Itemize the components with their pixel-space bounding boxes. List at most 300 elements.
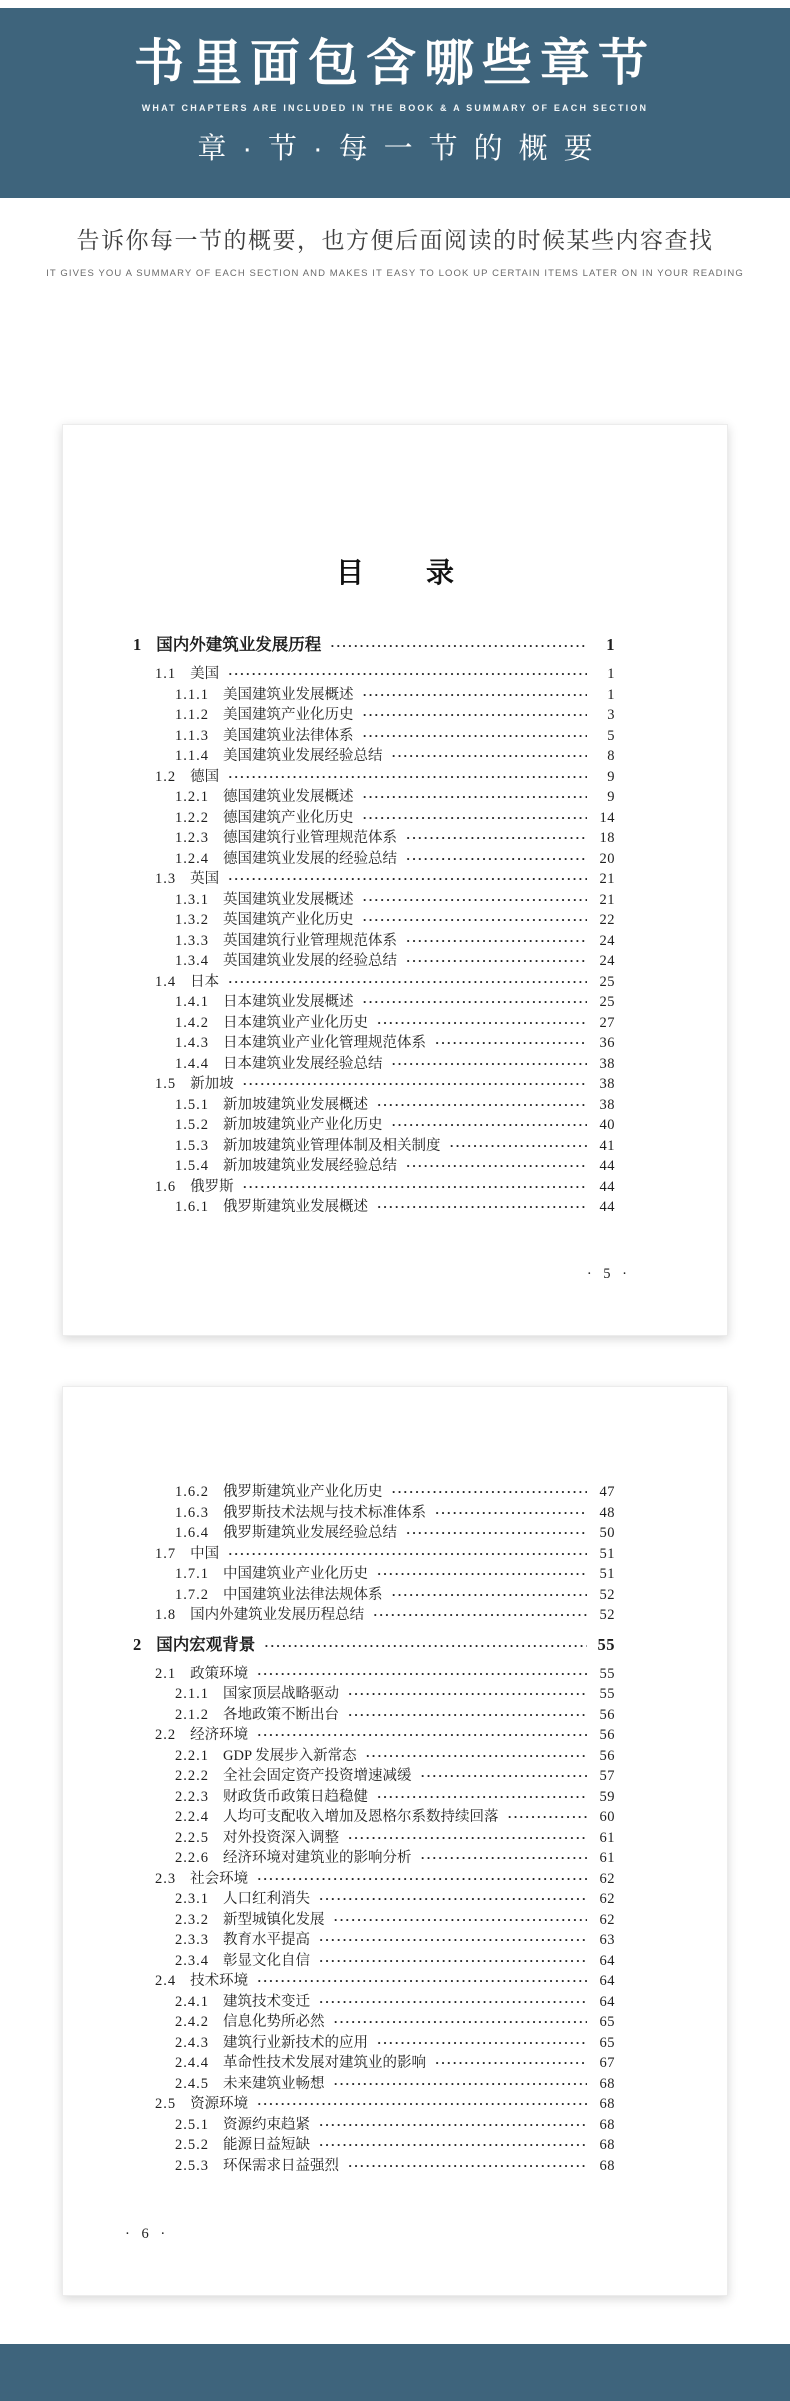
toc-entry-page: 38 [599, 1096, 615, 1113]
toc-entry-number: 2.4.2 [175, 2014, 209, 2030]
toc-entry [133, 1869, 615, 1890]
toc-entry-number: 1.7.2 [175, 1586, 209, 1603]
toc-entry-title: 俄罗斯建筑业发展概述 [223, 1199, 368, 1215]
dot-leader [363, 910, 588, 931]
toc-entry [133, 2012, 615, 2033]
toc-entry [133, 1664, 615, 1685]
dot-leader [243, 1074, 587, 1095]
toc-entry-number: 2.4.5 [175, 2075, 209, 2092]
dot-leader [421, 1766, 588, 1787]
toc-entry-page: 62 [599, 1870, 615, 1887]
toc-entry [133, 726, 615, 747]
toc-entry [133, 828, 615, 849]
toc-entry [133, 1156, 615, 1177]
toc-entry [133, 1848, 615, 1869]
dot-leader [377, 1013, 587, 1034]
toc-entry-page: 52 [599, 1607, 615, 1623]
toc-entry-number: 2.2.6 [175, 1850, 209, 1866]
toc-entry-page: 1 [606, 635, 615, 654]
dot-leader [392, 1482, 588, 1503]
toc-entry [133, 1992, 615, 2013]
toc-entry-number: 2.2.4 [175, 1809, 209, 1825]
dot-leader [264, 1635, 587, 1657]
toc-entry-page: 47 [599, 1484, 615, 1500]
toc-entry-number: 1.2.4 [175, 850, 209, 867]
toc-entry-number: 1.1.2 [175, 707, 209, 723]
dot-leader [363, 992, 588, 1013]
toc-entry-title: 社会环境 [190, 1870, 249, 1887]
toc-entry-number: 2.4.1 [175, 1993, 209, 2010]
toc-entry-page: 24 [599, 953, 615, 969]
toc-entry [133, 1503, 615, 1524]
toc-entry-page: 21 [599, 871, 615, 887]
page-number-6: · 6 · [125, 2226, 170, 2242]
page-number-5: · 5 · [586, 1266, 631, 1282]
dot-leader [406, 931, 587, 952]
toc-entry-page: 65 [599, 2014, 615, 2030]
toc-entry-title: 国家顶层战略驱动 [223, 1686, 339, 1702]
toc-entry-title: 德国建筑业发展概述 [223, 789, 354, 805]
toc-entry-number: 1.2 [155, 768, 177, 785]
toc-entry-number: 1.4.4 [175, 1055, 209, 1072]
toc-entry-number: 2.2 [155, 1727, 177, 1743]
toc-entry-page: 64 [599, 1973, 615, 1989]
dot-leader [363, 685, 588, 706]
toc-entry-number: 1.1.1 [175, 686, 209, 703]
toc-entry-title: 中国 [190, 1545, 220, 1562]
toc-entry-title: 建筑技术变迁 [223, 1993, 310, 2010]
toc-entry-page: 9 [607, 789, 615, 805]
toc-entry-number: 2.3 [155, 1870, 177, 1887]
toc-entry [133, 1585, 615, 1606]
toc-entry-number: 1.6.1 [175, 1199, 209, 1215]
toc-entry-page: 24 [599, 932, 615, 949]
toc-entry-title: 未来建筑业畅想 [223, 2075, 325, 2092]
toc-entry-number: 1.3.4 [175, 953, 209, 969]
toc-entry-number: 1.1.4 [175, 748, 209, 764]
toc-entry-title: 中国建筑业法律法规体系 [223, 1586, 383, 1603]
toc-entry-title: 英国建筑产业化历史 [223, 912, 354, 928]
toc-entry-number: 1.4 [155, 973, 177, 990]
toc-entry [133, 1013, 615, 1034]
toc-entry [133, 1136, 615, 1157]
toc-entry [133, 1523, 615, 1544]
toc-entry-title: 彰显文化自信 [223, 1952, 310, 1969]
toc-entry-page: 68 [599, 2157, 615, 2174]
dot-leader [406, 951, 587, 972]
toc-entry-page: 44 [599, 1178, 615, 1195]
dot-leader [319, 1951, 587, 1972]
toc-entry-number: 1.4.3 [175, 1035, 209, 1051]
toc-entry-title: 日本 [190, 973, 220, 990]
toc-entry-page: 59 [599, 1788, 615, 1805]
toc-entry-number: 1.6.2 [175, 1484, 209, 1500]
toc-entry-title: 日本建筑业产业化历史 [223, 1014, 368, 1031]
dot-leader [363, 705, 588, 726]
toc-entry-number: 1.6.3 [175, 1504, 209, 1521]
toc-entry-title: 德国 [190, 768, 220, 785]
toc-entry-number: 2.2.5 [175, 1829, 209, 1846]
dot-leader [319, 1889, 587, 1910]
dot-leader [363, 787, 588, 808]
toc-entry-title: 新加坡建筑业产业化历史 [223, 1117, 383, 1133]
toc-entry [133, 972, 615, 993]
dot-leader [330, 635, 587, 657]
dot-leader [334, 2074, 588, 2095]
toc-entry-title: 能源日益短缺 [223, 2137, 310, 2153]
toc-entry-page: 1 [607, 686, 615, 703]
dot-leader [377, 2033, 587, 2054]
dot-leader [257, 2094, 587, 2115]
toc-entry-title: 俄罗斯建筑业发展经验总结 [223, 1525, 397, 1541]
toc-entry [133, 1807, 615, 1828]
toc-entry-number: 1.8 [155, 1607, 177, 1623]
dot-leader [421, 1848, 588, 1869]
toc-entry-title: 美国建筑业法律体系 [223, 727, 354, 744]
dot-leader [406, 828, 587, 849]
toc-entry-page: 27 [599, 1014, 615, 1031]
toc-entry-number: 2.2.1 [175, 1747, 209, 1764]
header-banner [0, 8, 790, 198]
toc-entry-title: 经济环境对建筑业的影响分析 [223, 1850, 412, 1866]
toc-entry-number: 1.2.1 [175, 789, 209, 805]
toc-entry [133, 1746, 615, 1767]
toc-entry-title: 财政货币政策日趋稳健 [223, 1788, 368, 1805]
toc-list-page-2 [63, 1387, 727, 2176]
toc-entry-number: 1.2.2 [175, 809, 209, 826]
toc-entry-title: 环保需求日益强烈 [223, 2157, 339, 2174]
toc-entry-number: 2.1.1 [175, 1686, 209, 1702]
toc-entry [133, 951, 615, 972]
toc-entry [133, 1074, 615, 1095]
banner-subtitle-zh: 章·节·每一节的概要 [197, 133, 609, 165]
toc-entry-title: 中国建筑业产业化历史 [223, 1566, 368, 1582]
toc-entry [133, 1951, 615, 1972]
toc-entry-page: 62 [599, 1911, 615, 1928]
dot-leader [363, 890, 588, 911]
toc-entry [133, 1725, 615, 1746]
toc-entry-number: 2.2.3 [175, 1788, 209, 1805]
dot-leader [348, 1684, 587, 1705]
dot-leader [257, 1971, 587, 1992]
toc-entry-page: 68 [599, 2075, 615, 2092]
dot-leader [348, 1828, 587, 1849]
toc-entry-page: 36 [599, 1035, 615, 1051]
dot-leader [228, 767, 587, 788]
toc-entry-page: 52 [599, 1586, 615, 1603]
toc-entry [133, 992, 615, 1013]
toc-entry-page: 48 [599, 1504, 615, 1521]
dot-leader [366, 1746, 587, 1767]
toc-entry-title: 人口红利消失 [223, 1891, 310, 1907]
toc-entry-page: 1 [607, 666, 615, 682]
toc-entry-title: 英国建筑业发展的经验总结 [223, 953, 397, 969]
dot-leader [348, 1705, 587, 1726]
toc-entry-page: 40 [599, 1117, 615, 1133]
toc-entry-number: 1.3.3 [175, 932, 209, 949]
toc-list-page-1 [63, 635, 727, 1218]
dot-leader [392, 1054, 588, 1075]
toc-entry-title: 日本建筑业发展经验总结 [223, 1055, 383, 1072]
toc-entry [133, 2074, 615, 2095]
toc-entry-number: 2.3.2 [175, 1911, 209, 1928]
toc-entry-page: 56 [599, 1747, 615, 1764]
toc-entry-title: 日本建筑业产业化管理规范体系 [223, 1035, 426, 1051]
dot-leader [392, 1115, 588, 1136]
toc-entry-title: 英国建筑业发展概述 [223, 891, 354, 908]
toc-entry [133, 2156, 615, 2177]
toc-entry-page: 62 [599, 1891, 615, 1907]
toc-entry-number: 2.4.3 [175, 2034, 209, 2051]
toc-entry-title: 德国建筑产业化历史 [223, 809, 354, 826]
toc-entry-number: 2.3.3 [175, 1932, 209, 1948]
toc-entry-page: 14 [599, 809, 615, 826]
toc-entry [133, 1930, 615, 1951]
toc-entry-number: 2 [133, 1634, 143, 1654]
toc-entry-title: 资源环境 [190, 2096, 249, 2112]
toc-entry [133, 2115, 615, 2136]
toc-entry-title: 国内外建筑业发展历程 [156, 635, 322, 654]
toc-entry [133, 1705, 615, 1726]
toc-entry-title: 英国建筑行业管理规范体系 [223, 932, 397, 949]
toc-entry-page: 56 [599, 1727, 615, 1743]
toc-entry-number: 2.3.1 [175, 1891, 209, 1907]
toc-entry-title: 美国建筑业发展经验总结 [223, 748, 383, 764]
toc-entry-page: 41 [599, 1137, 615, 1154]
toc-entry [133, 1095, 615, 1116]
dot-leader [348, 2156, 587, 2177]
toc-entry-page: 9 [607, 768, 615, 785]
toc-entry-title: 美国 [190, 666, 220, 682]
dot-leader [228, 664, 587, 685]
toc-entry-page: 3 [607, 707, 615, 723]
toc-entry [133, 787, 615, 808]
toc-entry-title: GDP 发展步入新常态 [223, 1747, 357, 1764]
toc-entry-title: 美国建筑产业化历史 [223, 707, 354, 723]
toc-entry-page: 68 [599, 2137, 615, 2153]
toc-entry-number: 2.2.2 [175, 1768, 209, 1784]
toc-entry [133, 1605, 615, 1626]
toc-entry-title: 俄罗斯技术法规与技术标准体系 [223, 1504, 426, 1521]
toc-entry-title: 德国建筑行业管理规范体系 [223, 830, 397, 846]
toc-entry [133, 1564, 615, 1585]
toc-entry [133, 1684, 615, 1705]
toc-entry-number: 2.4.4 [175, 2055, 209, 2071]
dot-leader [406, 849, 587, 870]
dot-leader [334, 2012, 588, 2033]
toc-entry-page: 55 [597, 1634, 615, 1654]
toc-entry-number: 2.5.2 [175, 2137, 209, 2153]
toc-entry-page: 22 [599, 912, 615, 928]
toc-entry-title: 技术环境 [190, 1973, 249, 1989]
toc-entry-title: 建筑行业新技术的应用 [223, 2034, 368, 2051]
toc-entry [133, 635, 615, 657]
toc-entry-page: 21 [599, 891, 615, 908]
toc-entry-title: 人均可支配收入增加及恩格尔系数持续回落 [223, 1809, 499, 1825]
toc-entry [133, 1766, 615, 1787]
toc-entry-page: 55 [599, 1665, 615, 1682]
dot-leader [363, 808, 588, 829]
toc-entry-title: 全社会固定资产投资增速减缓 [223, 1768, 412, 1784]
toc-entry-number: 2.4 [155, 1973, 177, 1989]
dot-leader [435, 2053, 587, 2074]
toc-entry [133, 2135, 615, 2156]
toc-entry-title: 俄罗斯 [190, 1178, 234, 1195]
banner-subtitle-en: WHAT CHAPTERS ARE INCLUDED IN THE BOOK & A SUMMARY OF EACH SECTION [141, 103, 649, 113]
toc-entry-page: 5 [607, 727, 615, 744]
toc-entry-title: 新加坡建筑业发展概述 [223, 1096, 368, 1113]
toc-entry [133, 849, 615, 870]
toc-entry-page: 55 [599, 1686, 615, 1702]
toc-entry-number: 1.5.2 [175, 1117, 209, 1133]
toc-entry [133, 1115, 615, 1136]
dot-leader [392, 746, 588, 767]
toc-entry-number: 1.4.1 [175, 994, 209, 1010]
dot-leader [257, 1664, 587, 1685]
toc-entry [133, 2053, 615, 2074]
toc-entry-number: 2.1 [155, 1665, 177, 1682]
toc-entry [133, 767, 615, 788]
top-margin [0, 0, 790, 8]
toc-entry-page: 57 [599, 1768, 615, 1784]
dot-leader [334, 1910, 588, 1931]
toc-entry-number: 1.7 [155, 1545, 177, 1562]
toc-entry-page: 68 [599, 2116, 615, 2133]
intro-text-zh: 告诉你每一节的概要，也方便后面阅读的时候某些内容查找 [76, 227, 714, 253]
toc-entry-title: 国内外建筑业发展历程总结 [190, 1607, 365, 1623]
dot-leader [392, 1585, 588, 1606]
toc-entry [133, 1054, 615, 1075]
intro-section [0, 198, 790, 296]
toc-entry-page: 56 [599, 1706, 615, 1723]
toc-entry-number: 1.5.1 [175, 1096, 209, 1113]
toc-heading: 目录 [335, 558, 516, 589]
toc-entry-title: 教育水平提高 [223, 1932, 310, 1948]
toc-entry-number: 2.5 [155, 2096, 177, 2112]
toc-entry-number: 1.7.1 [175, 1566, 209, 1582]
toc-entry [133, 685, 615, 706]
toc-entry-title: 信息化势所必然 [223, 2014, 325, 2030]
toc-entry-page: 51 [599, 1545, 615, 1562]
toc-entry-page: 65 [599, 2034, 615, 2051]
toc-entry-title: 日本建筑业发展概述 [223, 994, 354, 1010]
toc-entry-number: 1 [133, 635, 143, 654]
toc-entry [133, 1544, 615, 1565]
toc-entry-page: 20 [599, 850, 615, 867]
toc-entry-page: 60 [599, 1809, 615, 1825]
toc-entry-title: 美国建筑业发展概述 [223, 686, 354, 703]
dot-leader [319, 2135, 587, 2156]
toc-entry [133, 705, 615, 726]
toc-entry-page: 8 [607, 748, 615, 764]
toc-entry-page: 18 [599, 830, 615, 846]
toc-entry [133, 1971, 615, 1992]
toc-entry-number: 1.3.1 [175, 891, 209, 908]
toc-entry-number: 2.1.2 [175, 1706, 209, 1723]
toc-entry-title: 经济环境 [190, 1727, 249, 1743]
dot-leader [257, 1869, 587, 1890]
toc-entry-title: 对外投资深入调整 [223, 1829, 339, 1846]
toc-entry-number: 1.2.3 [175, 830, 209, 846]
toc-entry-page: 68 [599, 2096, 615, 2112]
toc-entry-page: 64 [599, 1952, 615, 1969]
toc-entry [133, 1197, 615, 1218]
toc-entry-number: 2.5.1 [175, 2116, 209, 2133]
toc-entry [133, 1828, 615, 1849]
dot-leader [257, 1725, 587, 1746]
toc-entry-title: 革命性技术发展对建筑业的影响 [223, 2055, 426, 2071]
toc-entry [133, 746, 615, 767]
toc-entry-page: 50 [599, 1525, 615, 1541]
toc-entry-page: 64 [599, 1993, 615, 2010]
toc-entry [133, 1635, 615, 1657]
toc-entry-number: 1.5.3 [175, 1137, 209, 1154]
dot-leader [377, 1095, 587, 1116]
toc-entry-title: 英国 [190, 871, 220, 887]
toc-entry-title: 新加坡建筑业发展经验总结 [223, 1158, 397, 1174]
toc-entry [133, 1889, 615, 1910]
toc-entry [133, 1910, 615, 1931]
toc-entry [133, 1482, 615, 1503]
toc-entry-page: 61 [599, 1850, 615, 1866]
dot-leader [228, 869, 587, 890]
toc-entry [133, 869, 615, 890]
toc-entry [133, 910, 615, 931]
toc-entry-number: 2.5.3 [175, 2157, 209, 2174]
toc-entry-number: 1.5.4 [175, 1158, 209, 1174]
toc-entry-title: 国内宏观背景 [156, 1634, 256, 1654]
toc-entry-number: 1.1 [155, 666, 177, 682]
dot-leader [363, 726, 588, 747]
toc-entry-page: 63 [599, 1932, 615, 1948]
toc-entry-number: 1.4.2 [175, 1014, 209, 1031]
toc-entry [133, 1177, 615, 1198]
toc-entry [133, 664, 615, 685]
dot-leader [406, 1156, 587, 1177]
toc-entry-title: 政策环境 [190, 1665, 249, 1682]
dot-leader [373, 1605, 587, 1626]
toc-entry [133, 2094, 615, 2115]
dot-leader [377, 1787, 587, 1808]
toc-entry-page: 44 [599, 1199, 615, 1215]
toc-entry-number: 1.1.3 [175, 727, 209, 744]
toc-entry-page: 67 [599, 2055, 615, 2071]
dot-leader [406, 1523, 587, 1544]
toc-entry [133, 1787, 615, 1808]
dot-leader [319, 1930, 587, 1951]
toc-entry-title: 各地政策不断出台 [223, 1706, 339, 1723]
dot-leader [377, 1197, 587, 1218]
toc-page-2 [62, 1386, 728, 2296]
toc-entry-page: 51 [599, 1566, 615, 1582]
toc-entry-page: 25 [599, 973, 615, 990]
toc-entry-number: 1.5 [155, 1076, 177, 1092]
dot-leader [228, 1544, 587, 1565]
toc-entry-page: 38 [599, 1076, 615, 1092]
banner-title: 书里面包含哪些章节 [134, 35, 656, 91]
toc-entry-number: 1.6.4 [175, 1525, 209, 1541]
dot-leader [319, 2115, 587, 2136]
toc-entry [133, 1033, 615, 1054]
dot-leader [319, 1992, 587, 2013]
toc-entry-title: 俄罗斯建筑业产业化历史 [223, 1484, 383, 1500]
toc-entry-page: 25 [599, 994, 615, 1010]
toc-entry-page: 44 [599, 1158, 615, 1174]
toc-entry-title: 资源约束趋紧 [223, 2116, 310, 2133]
intro-text-en: IT GIVES YOU A SUMMARY OF EACH SECTION AND MAKES IT EASY TO LOOK UP CERTAIN ITEMS LATER ON IN YOUR READING [46, 268, 744, 279]
toc-entry-number: 1.3 [155, 871, 177, 887]
toc-entry-title: 新型城镇化发展 [223, 1911, 325, 1928]
